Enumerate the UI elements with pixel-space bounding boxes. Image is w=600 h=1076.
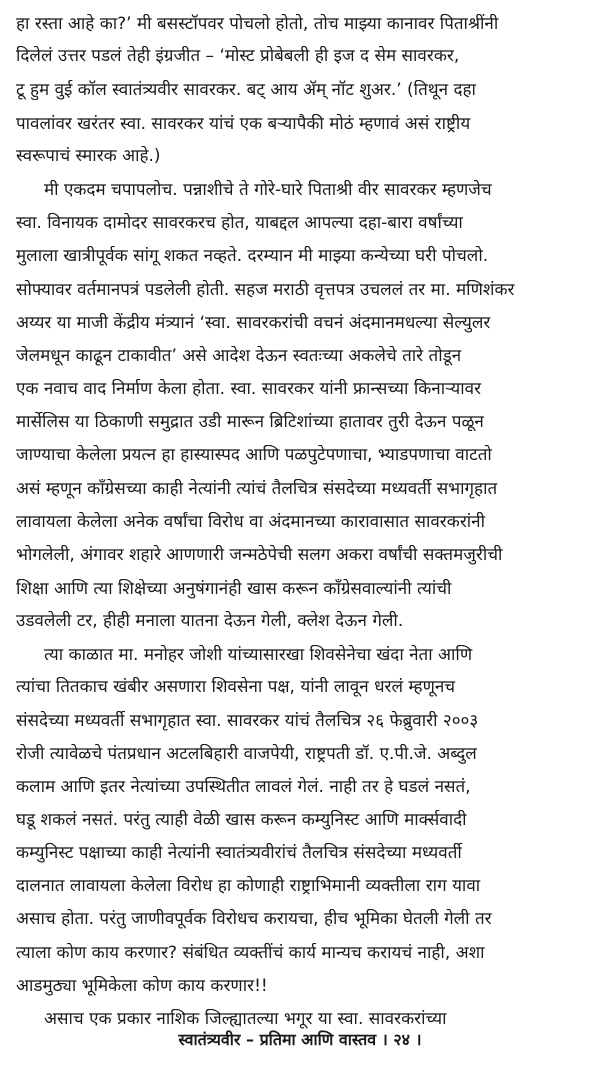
text-line: मी एकदम चपापलोच. पन्नाशीचे ते गोरे-घारे पिताश्री वीर सावरकर म्हणजेच <box>44 180 492 200</box>
text-line: असाच एक प्रकार नाशिक जिल्ह्यातल्या भगूर या स्वा. सावरकरांच्या <box>44 1009 447 1029</box>
text-line: कम्युनिस्ट पक्षाच्या काही नेत्यांनी स्वातंत्र्यवीरांचं तैलचित्र संसदेच्या मध्यवर्ती <box>16 843 462 863</box>
text-line: कलाम आणि इतर नेत्यांच्या उपस्थितीत लावलं गेलं. नाही तर हे घडलं नसतं, <box>16 777 471 797</box>
text-line: असाच होता. परंतु जाणीवपूर्वक विरोधच करायचा, हीच भूमिका घेतली गेली तर <box>16 909 492 929</box>
text-line: उडवलेली टर, हीही मनाला यातना देऊन गेली, क्लेश देऊन गेली. <box>16 611 404 631</box>
page-footer: स्वातंत्र्यवीर – प्रतिमा आणि वास्तव । २४ । <box>178 1030 422 1049</box>
text-line: स्वरूपाचं स्मारक आहे.) <box>16 146 161 166</box>
text-line: स्वा. विनायक दामोदर सावरकरच होत, याबद्दल आपल्या दहा-बारा वर्षांच्या <box>16 213 463 233</box>
text-line: भोगलेली, अंगावर शहारे आणणारी जन्मठेपेची सलग अकरा वर्षांची सक्तमजुरीची <box>16 545 503 565</box>
text-line: त्यांचा तितकाच खंबीर असणारा शिवसेना पक्ष, यांनी लावून धरलं म्हणूनच <box>16 677 456 697</box>
text-line: जाण्याचा केलेला प्रयत्न हा हास्यास्पद आणि पळपुटेपणाचा, भ्याडपणाचा वाटतो <box>16 445 492 465</box>
text-line: घडू शकलं नसतं. परंतु त्याही वेळी खास करून कम्युनिस्ट आणि मार्क्सवादी <box>16 810 467 830</box>
text-line: लावायला केलेला अनेक वर्षांचा विरोध वा अंदमानच्या कारावासात सावरकरांनी <box>16 512 486 532</box>
text-line: हा रस्ता आहे का?’ मी बसस्टॉपवर पोचलो होतो, तोच माझ्या कानावर पिताश्रींनी <box>16 14 499 34</box>
text-line: एक नवाच वाद निर्माण केला होता. स्वा. सावरकर यांनी फ्रान्सच्या किनाऱ्यावर <box>16 379 482 399</box>
text-line: आडमुठ्या भूमिकेला कोण काय करणार!! <box>16 976 268 996</box>
text-line: अय्यर या माजी केंद्रीय मंत्र्यानं ‘स्वा. सावरकरांची वचनं अंदमानमधल्या सेल्युलर <box>16 313 491 333</box>
text-line: असं म्हणून काँग्रेसच्या काही नेत्यांनी त्यांचं तैलचित्र संसदेच्या मध्यवर्ती सभागृहात <box>16 479 498 499</box>
text-line: टू हुम वुई कॉल स्वातंत्र्यवीर सावरकर. बट् आय ॲम् नॉट शुअर.’ (तिथून दहा <box>16 80 476 100</box>
text-line: संसदेच्या मध्यवर्ती सभागृहात स्वा. सावरकर यांचं तैलचित्र २६ फेब्रुवारी २००३ <box>16 711 479 731</box>
text-line: मुलाला खात्रीपूर्वक सांगू शकत नव्हते. दरम्यान मी माझ्या कन्येच्या घरी पोचलो. <box>16 246 489 266</box>
text-line: त्याला कोण काय करणार? संबंधित व्यक्तींचं कार्य मान्यच करायचं नाही, अशा <box>16 943 485 963</box>
text-line: त्या काळात मा. मनोहर जोशी यांच्यासारखा शिवसेनेचा खंदा नेता आणि <box>44 645 473 665</box>
text-line: रोजी त्यावेळचे पंतप्रधान अटलबिहारी वाजपेयी, राष्ट्रपती डॉ. ए.पी.जे. अब्दुल <box>16 744 477 764</box>
text-line: सोफ्यावर वर्तमानपत्रं पडलेली होती. सहज मराठी वृत्तपत्र उचललं तर मा. मणिशंकर <box>16 280 515 300</box>
text-line: जेलमधून काढून टाकावीत’ असे आदेश देऊन स्वतःच्या अकलेचे तारे तोडून <box>16 346 462 366</box>
text-line: दिलेलं उत्तर पडलं तेही इंग्रजीत – ‘मोस्ट प्रोबेबली ही इज द सेम सावरकर, <box>16 46 460 66</box>
text-line: दालनात लावायला केलेला विरोध हा कोणाही राष्ट्राभिमानी व्यक्तीला राग यावा <box>16 876 481 896</box>
text-line: शिक्षा आणि त्या शिक्षेच्या अनुषंगानंही खास करून काँग्रेसवाल्यांनी त्यांची <box>16 579 452 599</box>
text-line: मार्सेलिस या ठिकाणी समुद्रात उडी मारून ब्रिटिशांच्या हातावर तुरी देऊन पळून <box>16 412 484 432</box>
text-line: पावलांवर खरंतर स्वा. सावरकर यांचं एक बऱ्यापैकी मोठं म्हणावं असं राष्ट्रीय <box>16 114 471 134</box>
